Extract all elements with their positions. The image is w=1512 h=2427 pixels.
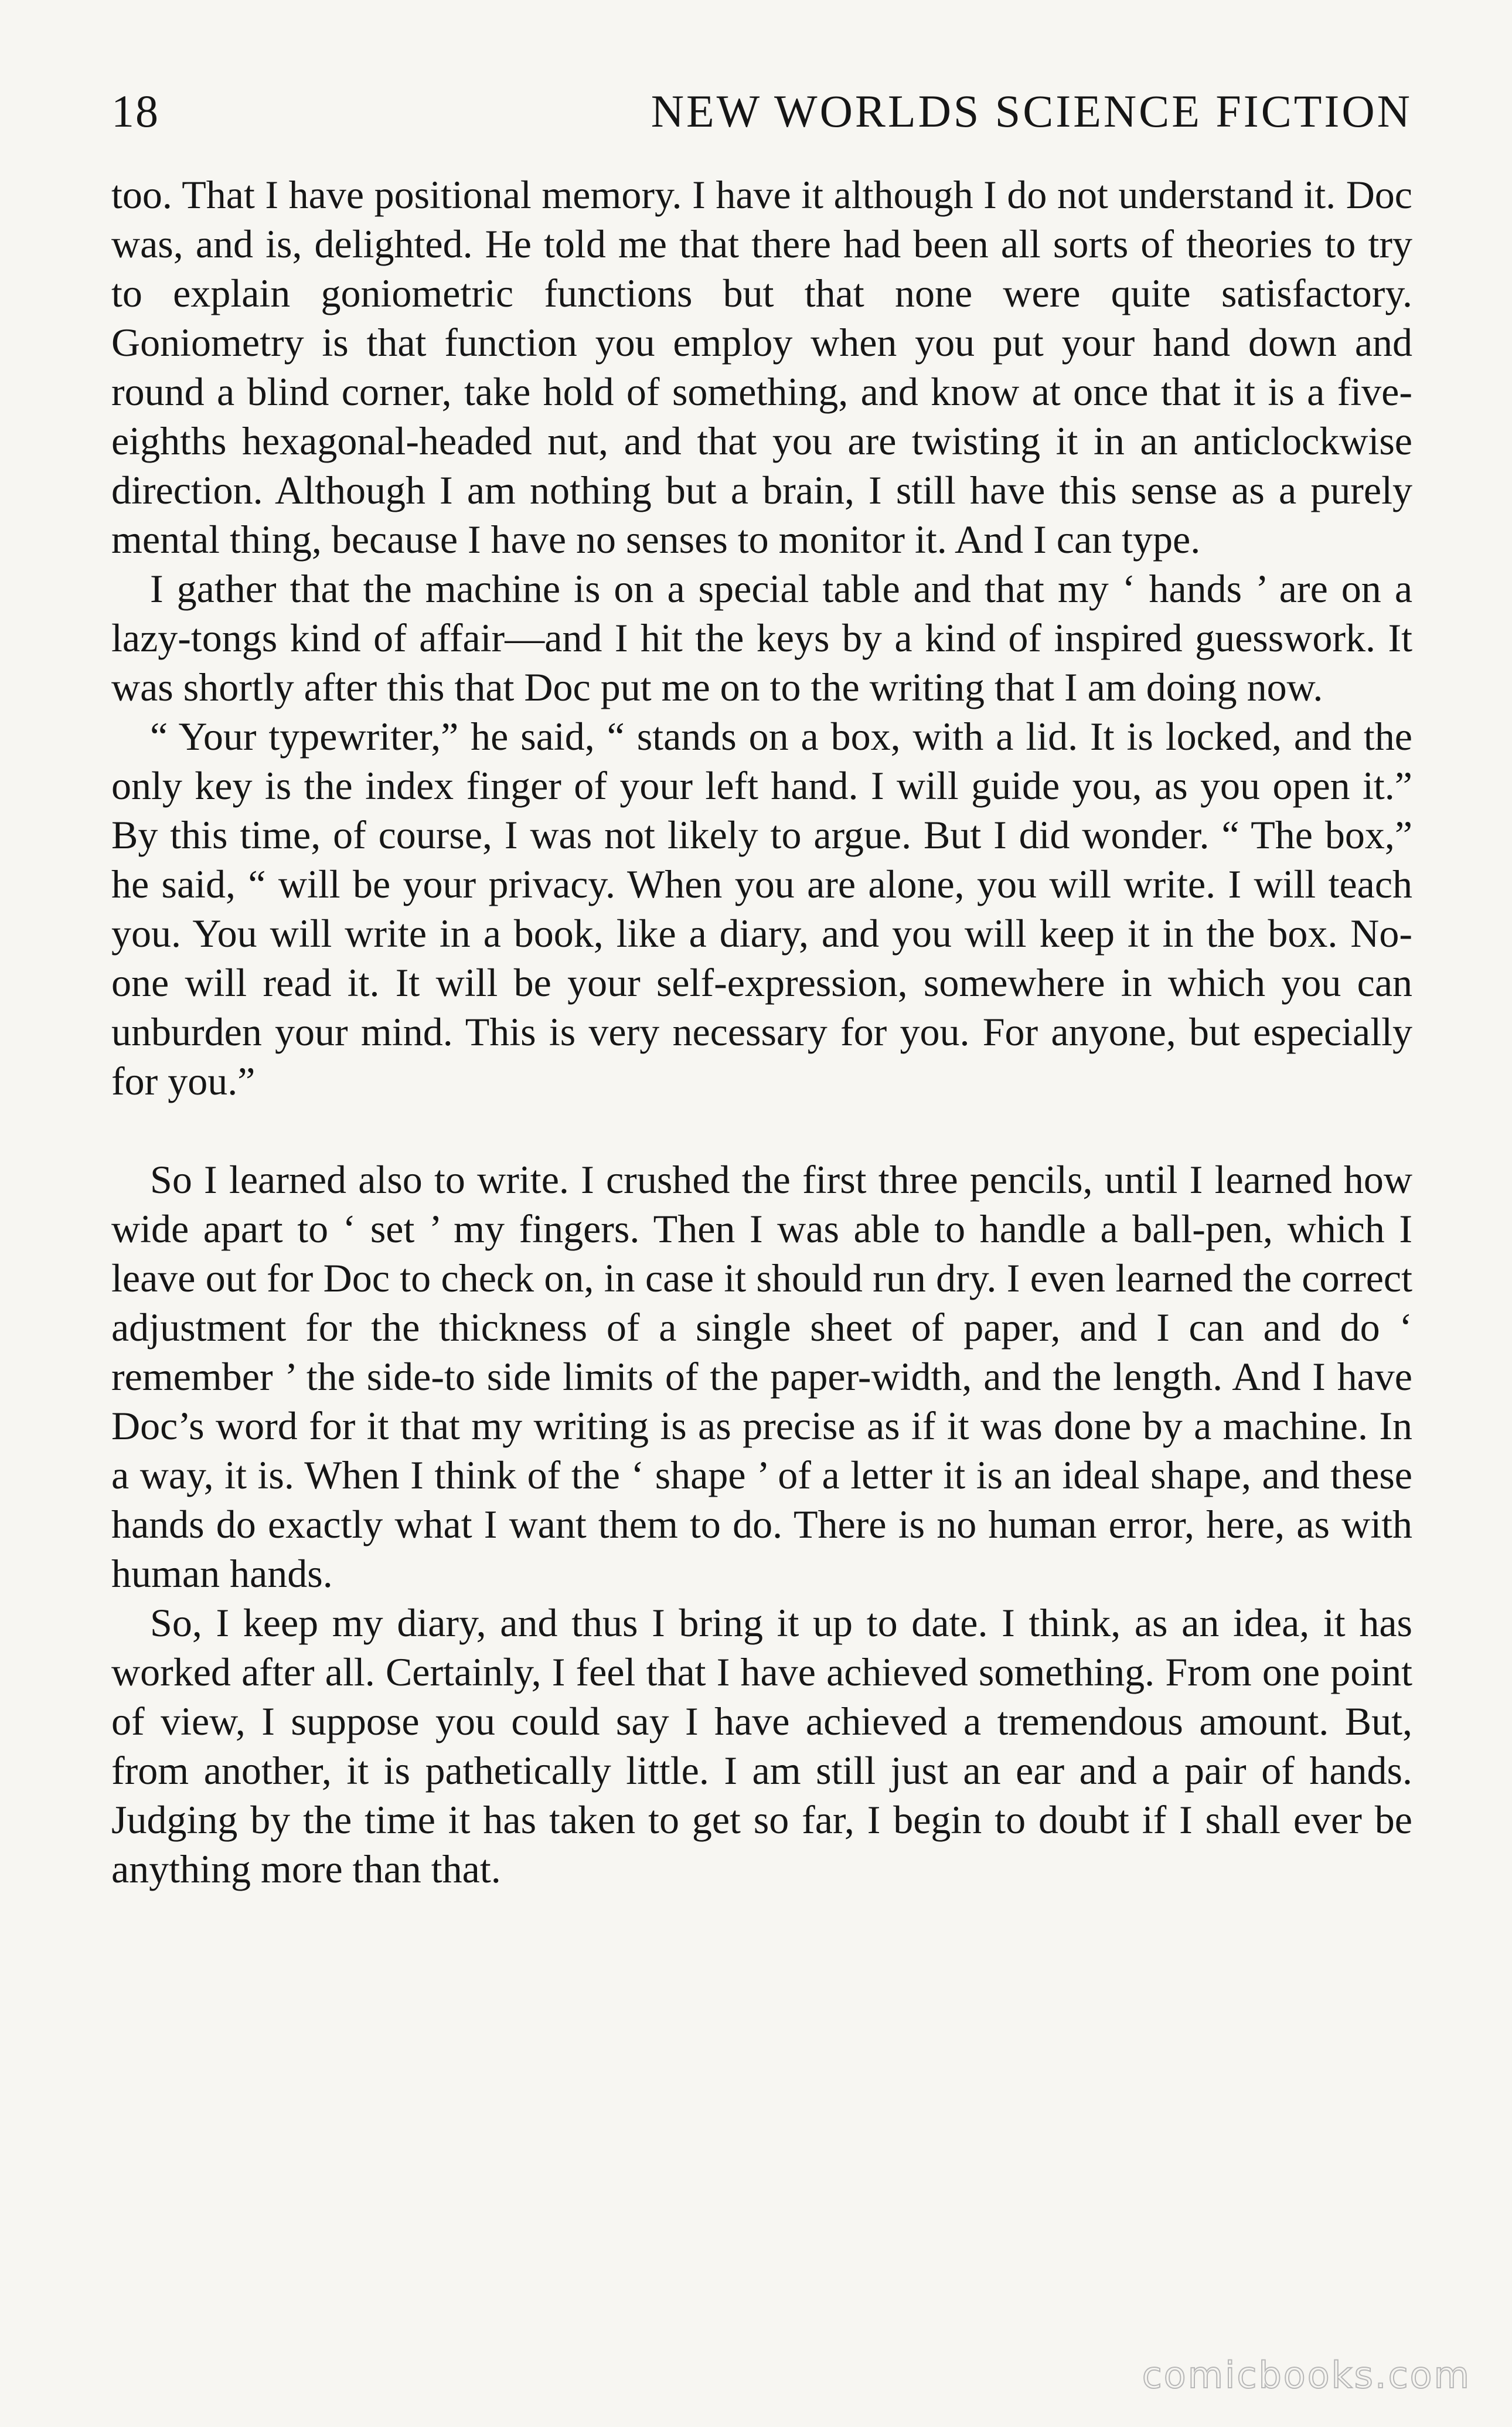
- paragraph-diary: So, I keep my diary, and thus I bring it up to date. I think, as an idea, it has worked after all. Certainly, I feel that I have achieved something. From one point of view, I suppose you could say I have achieved a tremendous amount. But, from another, it is pathetically little. I am still just an ear and a pair of hands. Judging by the time it has taken to get so far, I begin to doubt if I shall ever be anything more than that.: [111, 1600, 1412, 1891]
- paragraph-positional-memory: too. That I have positional memory. I have it although I do not understand it. Doc was, and is, delighted. He told me that there had been all sorts of theories to try to explain goniometric functions but that none were quite satisfactory. Goniometry is that function you employ when you put your hand down and round a blind corner, take hold of something, and know at once that it is a five-eighths hexagonal-headed nut, and that you are twisting it in an anticlockwise direction. Although I am nothing but a brain, I still have this sense as a purely mental thing, because I have no senses to monitor it. And I can type.: [111, 172, 1412, 562]
- paragraph-learning-to-write: So I learned also to write. I crushed the first three pencils, until I learned how wide apart to ‘ set ’ my fingers. Then I was able to handle a ball-pen, which I leave out for Doc to check on, in case it should run dry. I even learned the correct adjustment for the thickness of a single sheet of paper, and I can and do ‘ remember ’ the side-to side limits of the paper-width, and the length. And I have Doc’s word for it that my writing is as precise as if it was done by a machine. In a way, it is. When I think of the ‘ shape ’ of a letter it is an ideal shape, and these hands do exactly what I want them to do. There is no human error, here, as with human hands.: [111, 1157, 1412, 1596]
- body-text: [111, 170, 1412, 1894]
- publication-title: NEW WORLDS SCIENCE FICTION: [651, 86, 1412, 137]
- running-head: [111, 82, 1412, 141]
- book-page: [111, 82, 1412, 2368]
- page-number: 18: [111, 86, 159, 137]
- paragraph-typing-machine: I gather that the machine is on a special table and that my ‘ hands ’ are on a lazy-tongs kind of affair—and I hit the keys by a kind of inspired guesswork. It was shortly after this that Doc put me on to the writing that I am doing now.: [111, 566, 1412, 709]
- paragraph-doc-dialogue: “ Your typewriter,” he said, “ stands on a box, with a lid. It is locked, and the only key is the index finger of your left hand. I will guide you, as you open it.” By this time, of course, I was not likely to argue. But I did wonder. “ The box,” he said, “ will be your privacy. When you are alone, you will write. I will teach you. You will write in a book, like a diary, and you will keep it in the box. No-one will read it. It will be your self-expression, somewhere in which you can unburden your mind. This is very necessary for you. For anyone, but especially for you.”: [111, 714, 1412, 1103]
- watermark-logo: comicbooks.com: [1142, 2354, 1471, 2397]
